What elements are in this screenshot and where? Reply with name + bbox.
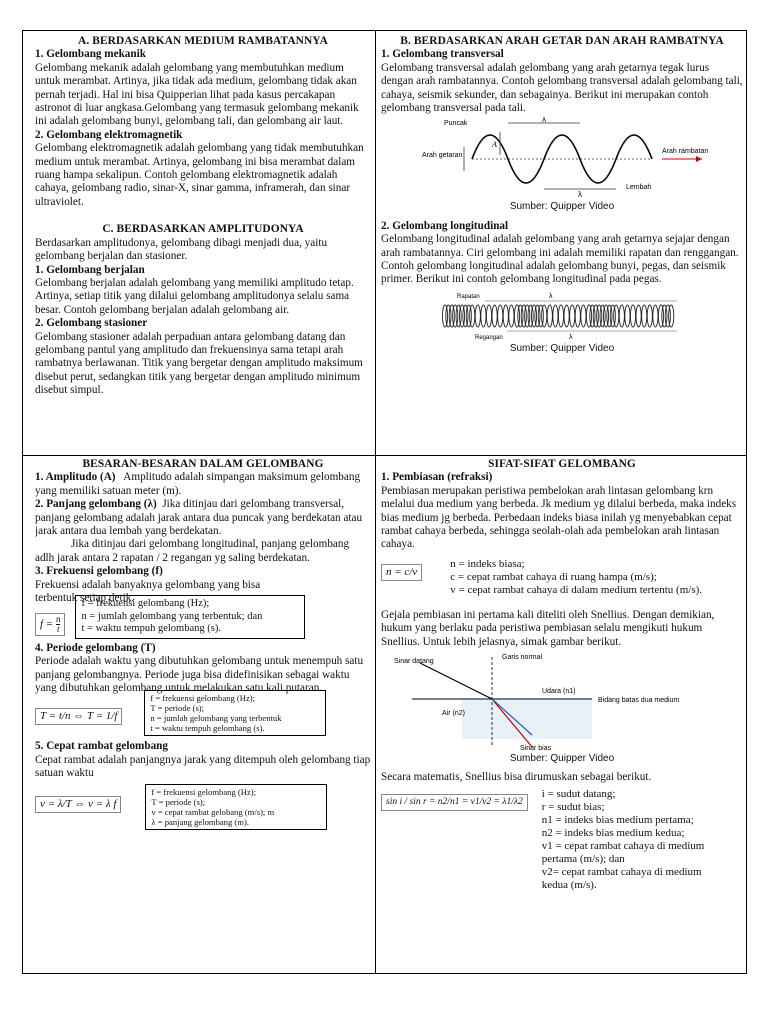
section-besaran xyxy=(35,458,371,972)
periode-formula: T = t/n ⇔ T = 1/f xyxy=(35,708,122,725)
transversal-text: Gelombang transversal adalah gelombang yang arah getarnya tegak lurus dengan arah rambatannya. Contoh gelombang transversal adalah gelombang tali, cahaya, seismik sekunder, dan sebagainya. Berikut ini merupakan contoh gelombang transversal pada tali. xyxy=(381,61,743,115)
cepat-rambat-text: Cepat rambat adalah panjangnya jarak yang ditempuh oleh gelombang tiap satuan waktu xyxy=(35,753,371,780)
mekanik-title: 1. Gelombang mekanik xyxy=(35,48,146,61)
berjalan-title: 1. Gelombang berjalan xyxy=(35,263,145,276)
pembiasan-title: 1. Pembiasan (refraksi) xyxy=(381,471,493,484)
spring-coil xyxy=(486,305,491,327)
label-lambda-2: λ xyxy=(578,190,582,200)
indeks-bias-formula: n = c/v xyxy=(381,564,422,581)
indeks-bias-legend: n = indeks biasa; c = cepat rambat cahaya di ruang hampa (m/s); v = cepat rambat cahaya di dalam medium tertentu (m/s). xyxy=(450,557,703,596)
frekuensi-title: 3. Frekuensi gelombang (f) xyxy=(35,565,163,578)
spring-coil xyxy=(625,305,630,327)
spring-coil xyxy=(547,305,552,327)
frekuensi-text: Frekuensi adalah banyaknya gelombang yang bisa terbentuk setiap detik. xyxy=(35,578,261,605)
cepat-rambat-title: 5. Cepat rambat gelombang xyxy=(35,740,168,753)
label-regangan: Regangan xyxy=(475,334,503,341)
spring-coil xyxy=(509,305,514,327)
spring-coil xyxy=(570,305,575,327)
column-divider xyxy=(375,31,376,973)
fig1-source: Sumber: Quipper Video xyxy=(509,201,615,213)
elektromagnetik-text: Gelombang elektromagnetik adalah gelombang yang tidak membutuhkan medium untuk merambat. Artinya, gelombang ini bisa merambat dalam ruang hampa sekalipun. Contoh gelombang elektromagnetik adalah cahaya, gelombang radio, sinar-X, sinar gamma, inframerah, dan sinar ultraviolet. xyxy=(35,142,364,208)
row-divider xyxy=(23,455,746,456)
transversal-title: 1. Gelombang transversal xyxy=(381,48,504,61)
amplitudo-text: Amplitudo adalah simpangan maksimum gelombang yang memiliki satuan meter (m). xyxy=(35,471,361,497)
label-arah-getaran: Arah getaran xyxy=(422,152,463,160)
label-udara: Udara (n1) xyxy=(542,688,576,696)
spring-coil xyxy=(498,305,503,327)
amplitudo-intro: Berdasarkan amplitudonya, gelombang dibagi menjadi dua, yaitu gelombang berjalan dan stasioner. xyxy=(35,236,328,263)
refraction-figure xyxy=(392,651,732,751)
spring-coil xyxy=(647,305,652,327)
label-garis-normal: Garis normal xyxy=(502,654,543,662)
spring-coil xyxy=(492,305,497,327)
cepat-rambat-legend: f = frekuensi gelombang (Hz); T = periode (s); v = cepat rambat gelobang (m/s); m λ = panjang gelombang (m). xyxy=(145,784,327,831)
section-medium xyxy=(35,35,371,453)
panjang-text-2: Jika ditinjau dari gelombang longitudinal, panjang gelombang adlh jarak antara 2 rapatan / 2 regangan yg saling berdekatan. xyxy=(35,538,350,564)
spring-coil xyxy=(575,305,580,327)
amplitudo-title: 1. Amplitudo (A) xyxy=(35,471,116,484)
pembiasan-text: Pembiasan merupakan peristiwa pembelokan arah lintasan gelombang krn melalui dua medium yang berbeda. Jk medium yg dilalui berbeda, maka indeks bias medium jg berbeda. Perbedaan indeks biasa inilah yg menyebabkan cepat rambat cahaya berbeda, sehingga seolah-olah ada pembelokan arah lintasan cahaya. xyxy=(381,484,737,551)
spring-coil xyxy=(630,305,635,327)
spring-coil xyxy=(564,305,569,327)
label-lambda-spring: λ xyxy=(549,292,553,300)
snellius-formula: sin i / sin r = n2/n1 = v1/v2 = λ1/λ2 xyxy=(381,794,528,811)
label-sinar-bias: Sinar bias xyxy=(520,745,552,752)
frekuensi-legend: f = frekuensi gelombang (Hz); n = jumlah gelombang yang terbentuk; dan t = waktu tempuh gelombang (s). xyxy=(75,595,305,639)
spring-coil xyxy=(653,305,658,327)
spring-coil xyxy=(614,305,619,327)
label-rapatan: Rapatan xyxy=(457,293,480,300)
periode-text: Periode adalah waktu yang dibutuhkan gelombang untuk menempuh satu panjang gelombangnya. Periode juga bisa didefinisikan sebagai waktu yang dibutuhkan gelombang untuk melakukan satu kali putaran. xyxy=(35,655,364,695)
label-puncak: Puncak xyxy=(444,120,468,128)
spring-coil xyxy=(553,305,558,327)
elektromagnetik-title: 2. Gelombang elektromagnetik xyxy=(35,128,183,141)
stasioner-title: 2. Gelombang stasioner xyxy=(35,317,148,330)
spring-coil xyxy=(558,305,563,327)
panjang-title: 2. Panjang gelombang (λ) xyxy=(35,498,157,511)
spring-coil xyxy=(581,305,586,327)
page-frame xyxy=(22,30,747,974)
section-b-title: B. BERDASARKAN ARAH GETAR DAN ARAH RAMBATNYA xyxy=(400,35,724,47)
spring-coil xyxy=(542,305,547,327)
label-air: Air (n2) xyxy=(442,710,465,718)
label-lembah: Lembah xyxy=(626,184,652,192)
cepat-rambat-formula: v = λ/T ⇔ v = λ f xyxy=(35,796,121,813)
section-c-title: C. BERDASARKAN AMPLITUDONYA xyxy=(102,223,304,236)
label-arah-rambatan: Arah rambatan xyxy=(662,148,709,156)
section-sifat xyxy=(381,458,743,972)
spring-coil xyxy=(636,305,641,327)
periode-title: 4. Periode gelombang (T) xyxy=(35,641,156,654)
label-lambda-spring-2: λ xyxy=(569,333,573,341)
besaran-title: BESARAN-BESARAN DALAM GELOMBANG xyxy=(82,458,324,470)
longitudinal-spring-figure xyxy=(437,289,687,341)
longitudinal-title: 2. Gelombang longitudinal xyxy=(381,219,509,232)
berjalan-text: Gelombang berjalan adalah gelombang yang memiliki amplitudo tetap. Artinya, setiap titik yang dilalui gelombang amplitudonya selalu sama besar. Contoh gelombang berjalan adalah gelombang air. xyxy=(35,276,354,316)
fig3-source: Sumber: Quipper Video xyxy=(509,753,615,765)
spring-coil xyxy=(470,305,475,327)
label-bidang-batas: Bidang batas dua medium xyxy=(598,697,680,705)
matematis-text: Secara matematis, Snellius bisa dirumuskan sebagai berikut. xyxy=(381,771,652,784)
panjang-text: Jika ditinjau dari gelombang transversal, panjang gelombang adalah jarak antara dua puncak yang berdekatan atau jarak antara dua lembah yang berdekatan. xyxy=(35,498,363,538)
snellius-text: Gejala pembiasan ini pertama kali diteliti oleh Snellius. Dengan demikian, hukum yang berlaku pada peristiwa pembiasan selalu mengikuti hukum Snellius. Untuk lebih jelasnya, simak gambar berikut. xyxy=(381,608,715,648)
spring-coil xyxy=(481,305,486,327)
mekanik-text: Gelombang mekanik adalah gelombang yang membutuhkan medium untuk merambat. Artinya, jika tidak ada medium, gelombang tidak akan pernah terjadi. Hal ini bisa Quipperian lihat pada kasus percakapan astronot di luar angkasa.Gelombang yang termasuk gelombang mekanik ini adalah gelombang bunyi, gelombang tali, dan gelombang air laut. xyxy=(35,61,359,128)
periode-legend: f = frekuensi gelombang (Hz); T = periode (s); n = jumlah gelombang yang terbentuk t = waktu tempuh gelombang (s). xyxy=(144,690,326,737)
section-a-title: A. BERDASARKAN MEDIUM RAMBATANNYA xyxy=(78,35,328,47)
spring-coil xyxy=(503,305,508,327)
label-sinar-datang: Sinar datang xyxy=(394,658,434,666)
spring-coil xyxy=(642,305,647,327)
spring-coil xyxy=(619,305,624,327)
label-amplitude: A xyxy=(492,140,497,150)
snellius-legend: i = sudut datang; r = sudut bias; n1 = indeks bias medium pertama; n2 = indeks bias medium kedua; v1 = cepat rambat cahaya di medium pertama (m/s); dan v2= cepat rambat cahaya di medium kedua (m/s). xyxy=(541,787,705,891)
sifat-title: SIFAT-SIFAT GELOMBANG xyxy=(488,458,636,470)
fig2-source: Sumber: Quipper Video xyxy=(509,342,615,354)
section-arah xyxy=(381,35,743,453)
frekuensi-formula: f = $\frac{n}{t}$ xyxy=(35,613,65,636)
spring-coil xyxy=(475,305,480,327)
spring-coil xyxy=(669,305,674,327)
transversal-wave-figure xyxy=(412,117,712,199)
label-lambda-1: λ xyxy=(542,117,546,125)
longitudinal-text: Gelombang longitudinal adalah gelombang yang arah getarnya sejajar dengan arah rambatannya. Ciri gelombang ini adalah memiliki rapatan dan renggangan. Contoh gelombang longitudinal adalah gelombang bunyi, pegas, dan seismik primer. Berikut ini contoh gelombang longitudinal pada pegas. xyxy=(381,233,739,286)
stasioner-text: Gelombang stasioner adalah perpaduan antara gelombang datang dan gelombang pantul yang amplitudo dan frekuensinya sama tetapi arah rambatnya berlawanan. Titik yang bergetar dengan amplitudo maksimum disebut perut, sedangkan titik yang bergetar dengan amplitudo minimum disebut simpul. xyxy=(35,330,363,397)
